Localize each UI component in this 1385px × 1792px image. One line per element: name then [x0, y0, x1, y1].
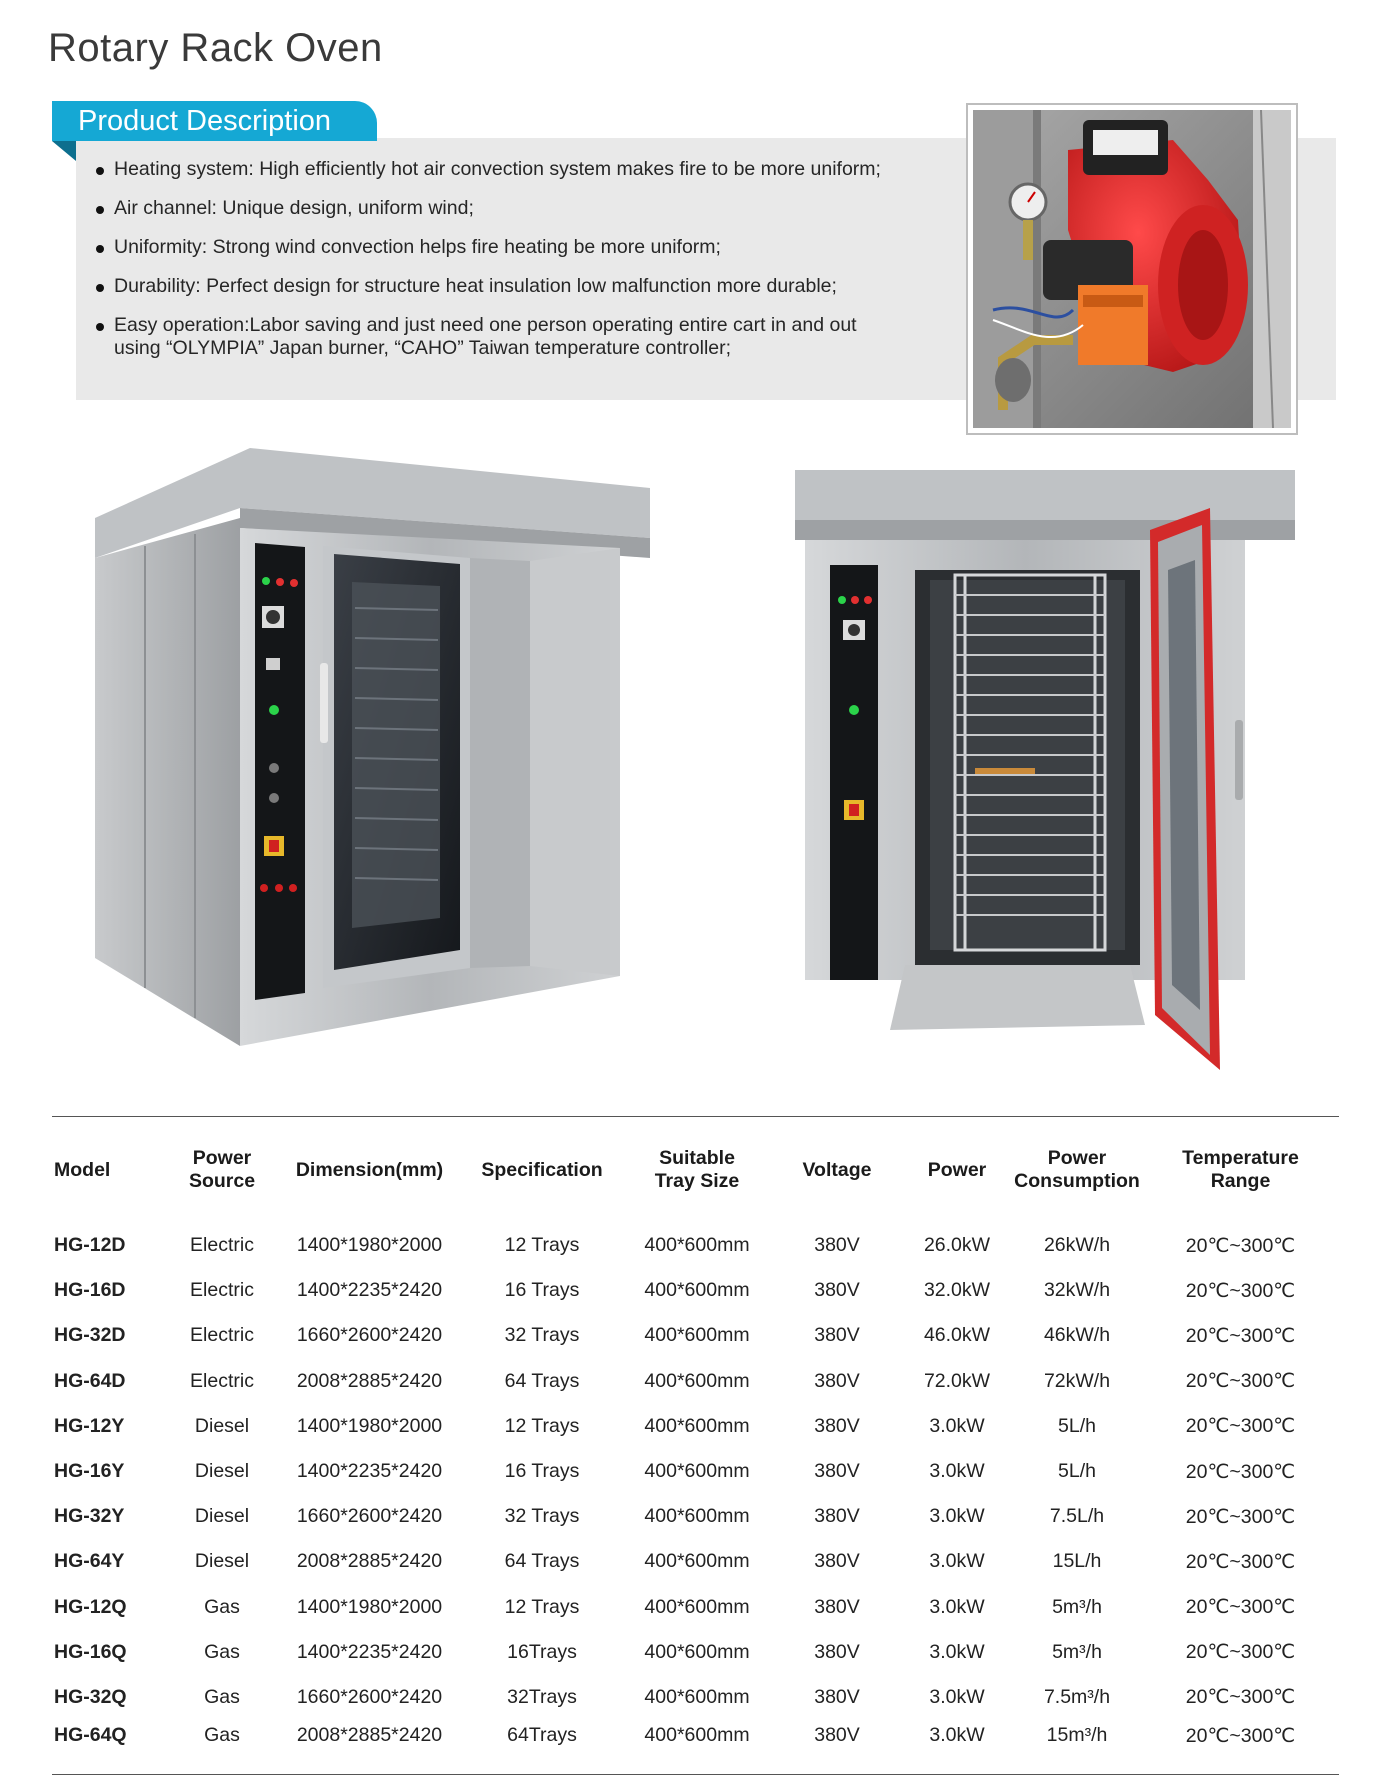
burner-photo	[966, 103, 1298, 435]
table-cell: 1400*2235*2420	[296, 1279, 443, 1302]
table-row	[52, 1720, 1339, 1775]
model-cell: HG-12Y	[54, 1414, 125, 1437]
table-cell: 1660*2600*2420	[296, 1685, 443, 1708]
table-cell: 20℃~300℃	[1185, 1505, 1296, 1528]
model-cell: HG-32Y	[54, 1505, 125, 1528]
table-cell: 16 Trays	[504, 1460, 580, 1483]
column-header: Power	[927, 1158, 987, 1181]
spec-table	[52, 1116, 1339, 1775]
model-cell: HG-64Q	[54, 1724, 127, 1747]
table-row	[52, 1404, 1339, 1449]
bullet-icon	[96, 284, 104, 292]
table-cell: 64Trays	[507, 1724, 577, 1747]
bullet-icon	[96, 167, 104, 175]
table-cell: 380V	[814, 1369, 860, 1392]
description-item	[96, 314, 874, 360]
bullet-icon	[96, 245, 104, 253]
table-cell: 5L/h	[1058, 1414, 1096, 1437]
table-cell: 26kW/h	[1043, 1234, 1111, 1257]
table-header-row	[52, 1117, 1339, 1224]
table-row	[52, 1539, 1339, 1584]
table-cell: 32kW/h	[1043, 1279, 1111, 1302]
column-header: Voltage	[802, 1158, 872, 1181]
table-cell: 20℃~300℃	[1185, 1460, 1296, 1483]
table-cell: 1400*1980*2000	[296, 1234, 443, 1257]
table-cell: Electric	[190, 1369, 254, 1392]
table-cell: 1400*2235*2420	[296, 1460, 443, 1483]
table-cell: 7.5L/h	[1049, 1505, 1105, 1528]
table-cell: 26.0kW	[923, 1234, 991, 1257]
table-cell: 5L/h	[1058, 1460, 1096, 1483]
table-cell: 3.0kW	[929, 1505, 985, 1528]
table-cell: 400*600mm	[644, 1324, 750, 1347]
table-cell: 20℃~300℃	[1185, 1234, 1296, 1257]
oven-open-photo	[790, 470, 1310, 1070]
oven-closed-photo	[90, 448, 650, 1048]
table-cell: Diesel	[194, 1460, 250, 1483]
column-header: Power Source	[188, 1147, 256, 1192]
table-cell: 400*600mm	[644, 1505, 750, 1528]
description-item-text: Easy operation:Labor saving and just need one person operating entire cart in and out using “OLYMPIA” Japan burner, “CAHO” Taiwan temperature controller;	[114, 314, 857, 359]
table-cell: 20℃~300℃	[1185, 1279, 1296, 1302]
table-cell: Gas	[204, 1595, 240, 1618]
model-cell: HG-64D	[54, 1369, 126, 1392]
table-cell: 400*600mm	[644, 1550, 750, 1573]
description-list	[96, 158, 916, 376]
table-cell: 72kW/h	[1043, 1369, 1111, 1392]
table-cell: 3.0kW	[929, 1595, 985, 1618]
description-item	[96, 236, 916, 259]
table-cell: Gas	[204, 1724, 240, 1747]
table-row	[52, 1268, 1339, 1313]
table-row	[52, 1494, 1339, 1539]
table-cell: 32 Trays	[504, 1324, 580, 1347]
table-cell: 3.0kW	[929, 1685, 985, 1708]
table-cell: 32 Trays	[504, 1505, 580, 1528]
table-cell: 12 Trays	[504, 1414, 580, 1437]
table-cell: 380V	[814, 1640, 860, 1663]
table-cell: 5m³/h	[1052, 1595, 1102, 1618]
table-cell: 400*600mm	[644, 1234, 750, 1257]
table-cell: 12 Trays	[504, 1234, 580, 1257]
column-header: Specification	[481, 1158, 603, 1181]
table-cell: 16 Trays	[504, 1279, 580, 1302]
column-header: Temperature Range	[1182, 1147, 1299, 1192]
table-cell: 400*600mm	[644, 1724, 750, 1747]
table-cell: 20℃~300℃	[1185, 1324, 1296, 1347]
table-cell: 380V	[814, 1324, 860, 1347]
table-cell: 7.5m³/h	[1043, 1685, 1111, 1708]
column-header: Power Consumption	[1014, 1147, 1140, 1192]
table-cell: 400*600mm	[644, 1640, 750, 1663]
table-row	[52, 1675, 1339, 1720]
table-cell: 3.0kW	[929, 1414, 985, 1437]
table-cell: 2008*2885*2420	[296, 1369, 443, 1392]
table-cell: 400*600mm	[644, 1685, 750, 1708]
table-row	[52, 1585, 1339, 1630]
table-cell: Diesel	[194, 1414, 250, 1437]
bullet-icon	[96, 206, 104, 214]
table-cell: Diesel	[194, 1550, 250, 1573]
table-cell: 72.0kW	[923, 1369, 991, 1392]
description-item-text: Air channel: Unique design, uniform wind;	[114, 197, 474, 219]
table-cell: 2008*2885*2420	[296, 1724, 443, 1747]
table-cell: 400*600mm	[644, 1414, 750, 1437]
table-cell: 1400*1980*2000	[296, 1414, 443, 1437]
column-header: Suitable Tray Size	[654, 1147, 740, 1192]
table-cell: 380V	[814, 1724, 860, 1747]
table-cell: 380V	[814, 1505, 860, 1528]
table-row	[52, 1359, 1339, 1404]
table-cell: 64 Trays	[504, 1369, 580, 1392]
table-cell: 400*600mm	[644, 1369, 750, 1392]
table-cell: 400*600mm	[644, 1595, 750, 1618]
table-cell: 380V	[814, 1234, 860, 1257]
table-cell: Gas	[204, 1685, 240, 1708]
table-cell: 64 Trays	[504, 1550, 580, 1573]
table-row	[52, 1630, 1339, 1675]
table-cell: 380V	[814, 1685, 860, 1708]
page-title: Rotary Rack Oven	[48, 26, 383, 70]
table-cell: 20℃~300℃	[1185, 1596, 1296, 1619]
description-item-text: Heating system: High efficiently hot air convection system makes fire to be more uniform;	[114, 158, 881, 180]
model-cell: HG-12Q	[54, 1595, 127, 1618]
table-cell: 1660*2600*2420	[296, 1505, 443, 1528]
model-cell: HG-32Q	[54, 1685, 127, 1708]
table-cell: 380V	[814, 1550, 860, 1573]
table-cell: 46kW/h	[1043, 1324, 1111, 1347]
bullet-icon	[96, 323, 104, 331]
model-cell: HG-16Y	[54, 1460, 125, 1483]
table-cell: 20℃~300℃	[1185, 1725, 1296, 1748]
description-tab: Product Description	[52, 101, 377, 141]
table-cell: 16Trays	[507, 1640, 577, 1663]
table-cell: Electric	[190, 1324, 254, 1347]
table-row	[52, 1449, 1339, 1494]
description-item	[96, 158, 916, 181]
table-cell: 380V	[814, 1595, 860, 1618]
table-cell: 2008*2885*2420	[296, 1550, 443, 1573]
table-cell: 20℃~300℃	[1185, 1415, 1296, 1438]
model-cell: HG-16Q	[54, 1640, 127, 1663]
table-row	[52, 1223, 1339, 1268]
table-cell: 1400*2235*2420	[296, 1640, 443, 1663]
model-cell: HG-64Y	[54, 1550, 125, 1573]
table-cell: Electric	[190, 1234, 254, 1257]
table-cell: 380V	[814, 1460, 860, 1483]
table-cell: 3.0kW	[929, 1550, 985, 1573]
model-cell: HG-12D	[54, 1234, 126, 1257]
description-item	[96, 197, 916, 220]
table-cell: 32.0kW	[923, 1279, 991, 1302]
table-cell: 32Trays	[507, 1685, 577, 1708]
table-cell: 15m³/h	[1046, 1724, 1108, 1747]
table-cell: 380V	[814, 1279, 860, 1302]
table-cell: 15L/h	[1052, 1550, 1102, 1573]
table-cell: 20℃~300℃	[1185, 1550, 1296, 1573]
burner-illustration	[973, 110, 1291, 428]
description-item-text: Durability: Perfect design for structure heat insulation low malfunction more durable;	[114, 275, 837, 297]
description-item	[96, 275, 916, 298]
description-tab-fold	[52, 141, 76, 161]
description-item-text: Uniformity: Strong wind convection helps fire heating be more uniform;	[114, 236, 721, 258]
table-cell: 20℃~300℃	[1185, 1641, 1296, 1664]
table-cell: Gas	[204, 1640, 240, 1663]
table-cell: Diesel	[194, 1505, 250, 1528]
table-cell: 12 Trays	[504, 1595, 580, 1618]
table-cell: 400*600mm	[644, 1279, 750, 1302]
table-cell: 3.0kW	[929, 1724, 985, 1747]
model-cell: HG-16D	[54, 1279, 126, 1302]
table-row	[52, 1313, 1339, 1358]
table-cell: 380V	[814, 1414, 860, 1437]
column-header: Model	[54, 1158, 111, 1181]
table-cell: 1400*1980*2000	[296, 1595, 443, 1618]
table-cell: 20℃~300℃	[1185, 1370, 1296, 1393]
table-cell: 46.0kW	[923, 1324, 991, 1347]
table-cell: 3.0kW	[929, 1640, 985, 1663]
column-header: Dimension(mm)	[295, 1158, 444, 1181]
table-cell: 20℃~300℃	[1185, 1686, 1296, 1709]
table-cell: 1660*2600*2420	[296, 1324, 443, 1347]
table-cell: 3.0kW	[929, 1460, 985, 1483]
table-cell: Electric	[190, 1279, 254, 1302]
model-cell: HG-32D	[54, 1324, 126, 1347]
table-cell: 5m³/h	[1052, 1640, 1102, 1663]
table-cell: 400*600mm	[644, 1460, 750, 1483]
